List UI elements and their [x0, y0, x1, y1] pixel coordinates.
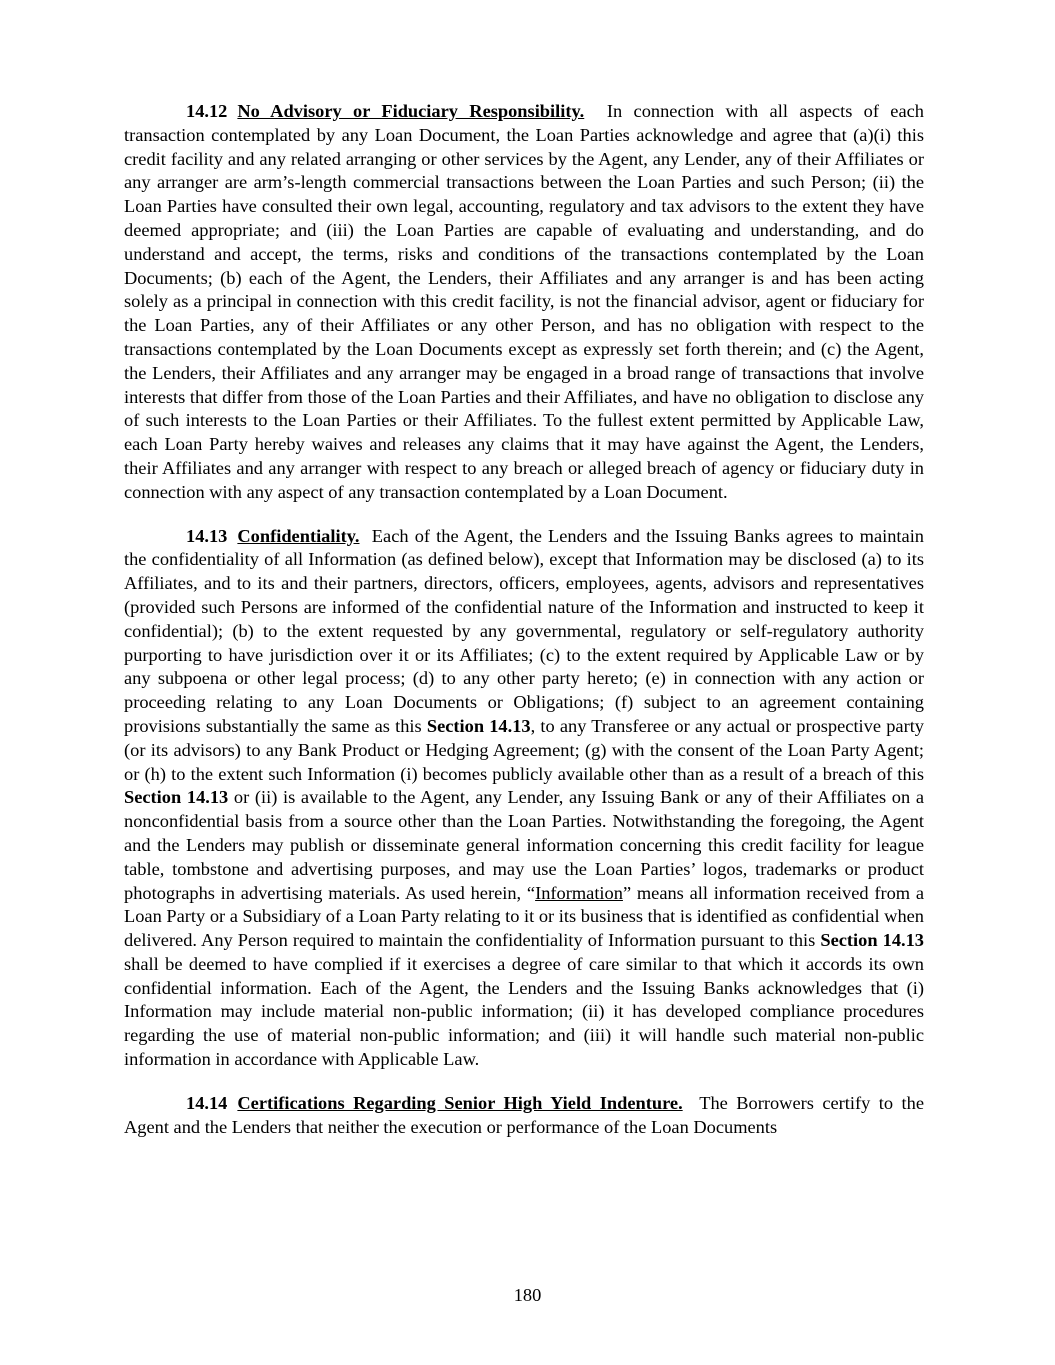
section-body: The Borrowers certify to the Agent and the Lenders that neither the execution or performance of the Loan Documents — [124, 1092, 924, 1137]
defined-term: Information — [535, 882, 623, 903]
section-body: Each of the Agent, the Lenders and the Issuing Banks agrees to maintain the confidentiality of all Information (as defined below), except that Information may be disclosed (a) to its Affiliates, and to its and their partners, directors, officers, employees, agents, advisors and representatives (provided such Persons are informed of the confidential nature of the Information and instructed to keep it confidential); (b) to the extent requested by any governmental, regulatory or self-regulatory authority purporting to have jurisdiction over it or its Affiliates; (c) to the extent required by Applicable Law or by any subpoena or other legal process; (d) to any other party hereto; (e) in connection with any action or proceeding relating to any Loan Documents or Obligations; (f) subject to an agreement containing provisions substantially the same as this — [124, 525, 925, 736]
section-reference: Section 14.13 — [124, 787, 229, 808]
section-body: In connection with all aspects of each transaction contemplated by any Loan Document, the Loan Parties acknowledge and agree that (a)(i) this credit facility and any related arranging or other services by the Agent, any Lender, any of their Affiliates or any arranger are arm’s-length commercial transactions between the Loan Parties and such Person; (ii) the Loan Parties have consulted their own legal, accounting, regulatory and tax advisors to the extent they have deemed appropriate; and (iii) the Loan Parties are capable of evaluating and understanding, and do understand and accept, the terms, risks and conditions of the transactions contemplated by the Loan Documents; (b) each of the Agent, the Lenders, their Affiliates and any arranger is and has been acting solely as a principal in connection with this credit facility, is not the financial advisor, agent or fiduciary for the Loan Parties, any of their Affiliates or any other Person, and has no obligation with respect to the transactions contemplated by the Loan Documents except as expressly set forth therein; and (c) the Agent, the Lenders, their Affiliates and any arranger may be engaged in a broad range of transactions that involve interests that differ from those of the Loan Parties and their Affiliates, and have no obligation to disclose any of such interests to the Loan Parties or their Affiliates. To the fullest extent permitted by Applicable Law, each Loan Party hereby waives and releases any claims that it may have against the Agent, the Lenders, their Affiliates and any arranger with respect to any breach or alleged breach of agency or fiduciary duty in connection with any aspect of any transaction contemplated by a Loan Document. — [124, 101, 924, 502]
section-number: 14.12 — [186, 101, 228, 121]
section-body: or (ii) is available to the Agent, any Lender, any Issuing Bank or any of their Affiliates on a nonconfidential basis from a source other than the Loan Parties. Notwithstanding the foregoing, the Agent and the Lenders may publish or disseminate general information concerning this credit facility for league table, tombstone and advertising purposes, and may use the Loan Parties’ logos, trademarks or product photographs in advertising materials. As used herein, “ — [124, 787, 924, 903]
section-14-14 — [124, 1092, 924, 1140]
section-reference: Section 14.13 — [426, 715, 531, 736]
section-14-13 — [124, 525, 924, 1072]
page-number: 180 — [513, 1285, 542, 1305]
section-title: Confidentiality. — [237, 525, 360, 546]
section-number: 14.14 — [186, 1092, 228, 1113]
section-title: Certifications Regarding Senior High Yield Indenture. — [237, 1092, 683, 1113]
section-body: ” means all information received from a Loan Party or a Subsidiary of a Loan Party relating to it or its business that is identified as confidential when delivered. Any Person required to maintain the confidentiality of Information pursuant to this — [124, 882, 925, 951]
section-body: shall be deemed to have complied if it exercises a degree of care similar to that which it accords its own confidential information. Each of the Agent, the Lenders and the Issuing Banks acknowledges that (i) Information may include material non-public information; (ii) it has developed compliance procedures regarding the use of material non-public information; and (iii) it will handle such material non-public information in accordance with Applicable Law. — [124, 953, 924, 1070]
section-body: , to any Transferee or any actual or prospective party (or its advisors) to any Bank Product or Hedging Agreement; (g) with the consent of the Loan Party Agent; or (h) to the extent such Information (i) becomes publicly available other than as a result of a breach of this — [124, 715, 924, 784]
document-page — [124, 100, 924, 1159]
section-number: 14.13 — [186, 525, 228, 546]
section-reference: Section 14.13 — [820, 930, 924, 951]
section-title: No Advisory or Fiduciary Responsibility. — [237, 101, 585, 121]
section-14-12 — [124, 100, 924, 505]
